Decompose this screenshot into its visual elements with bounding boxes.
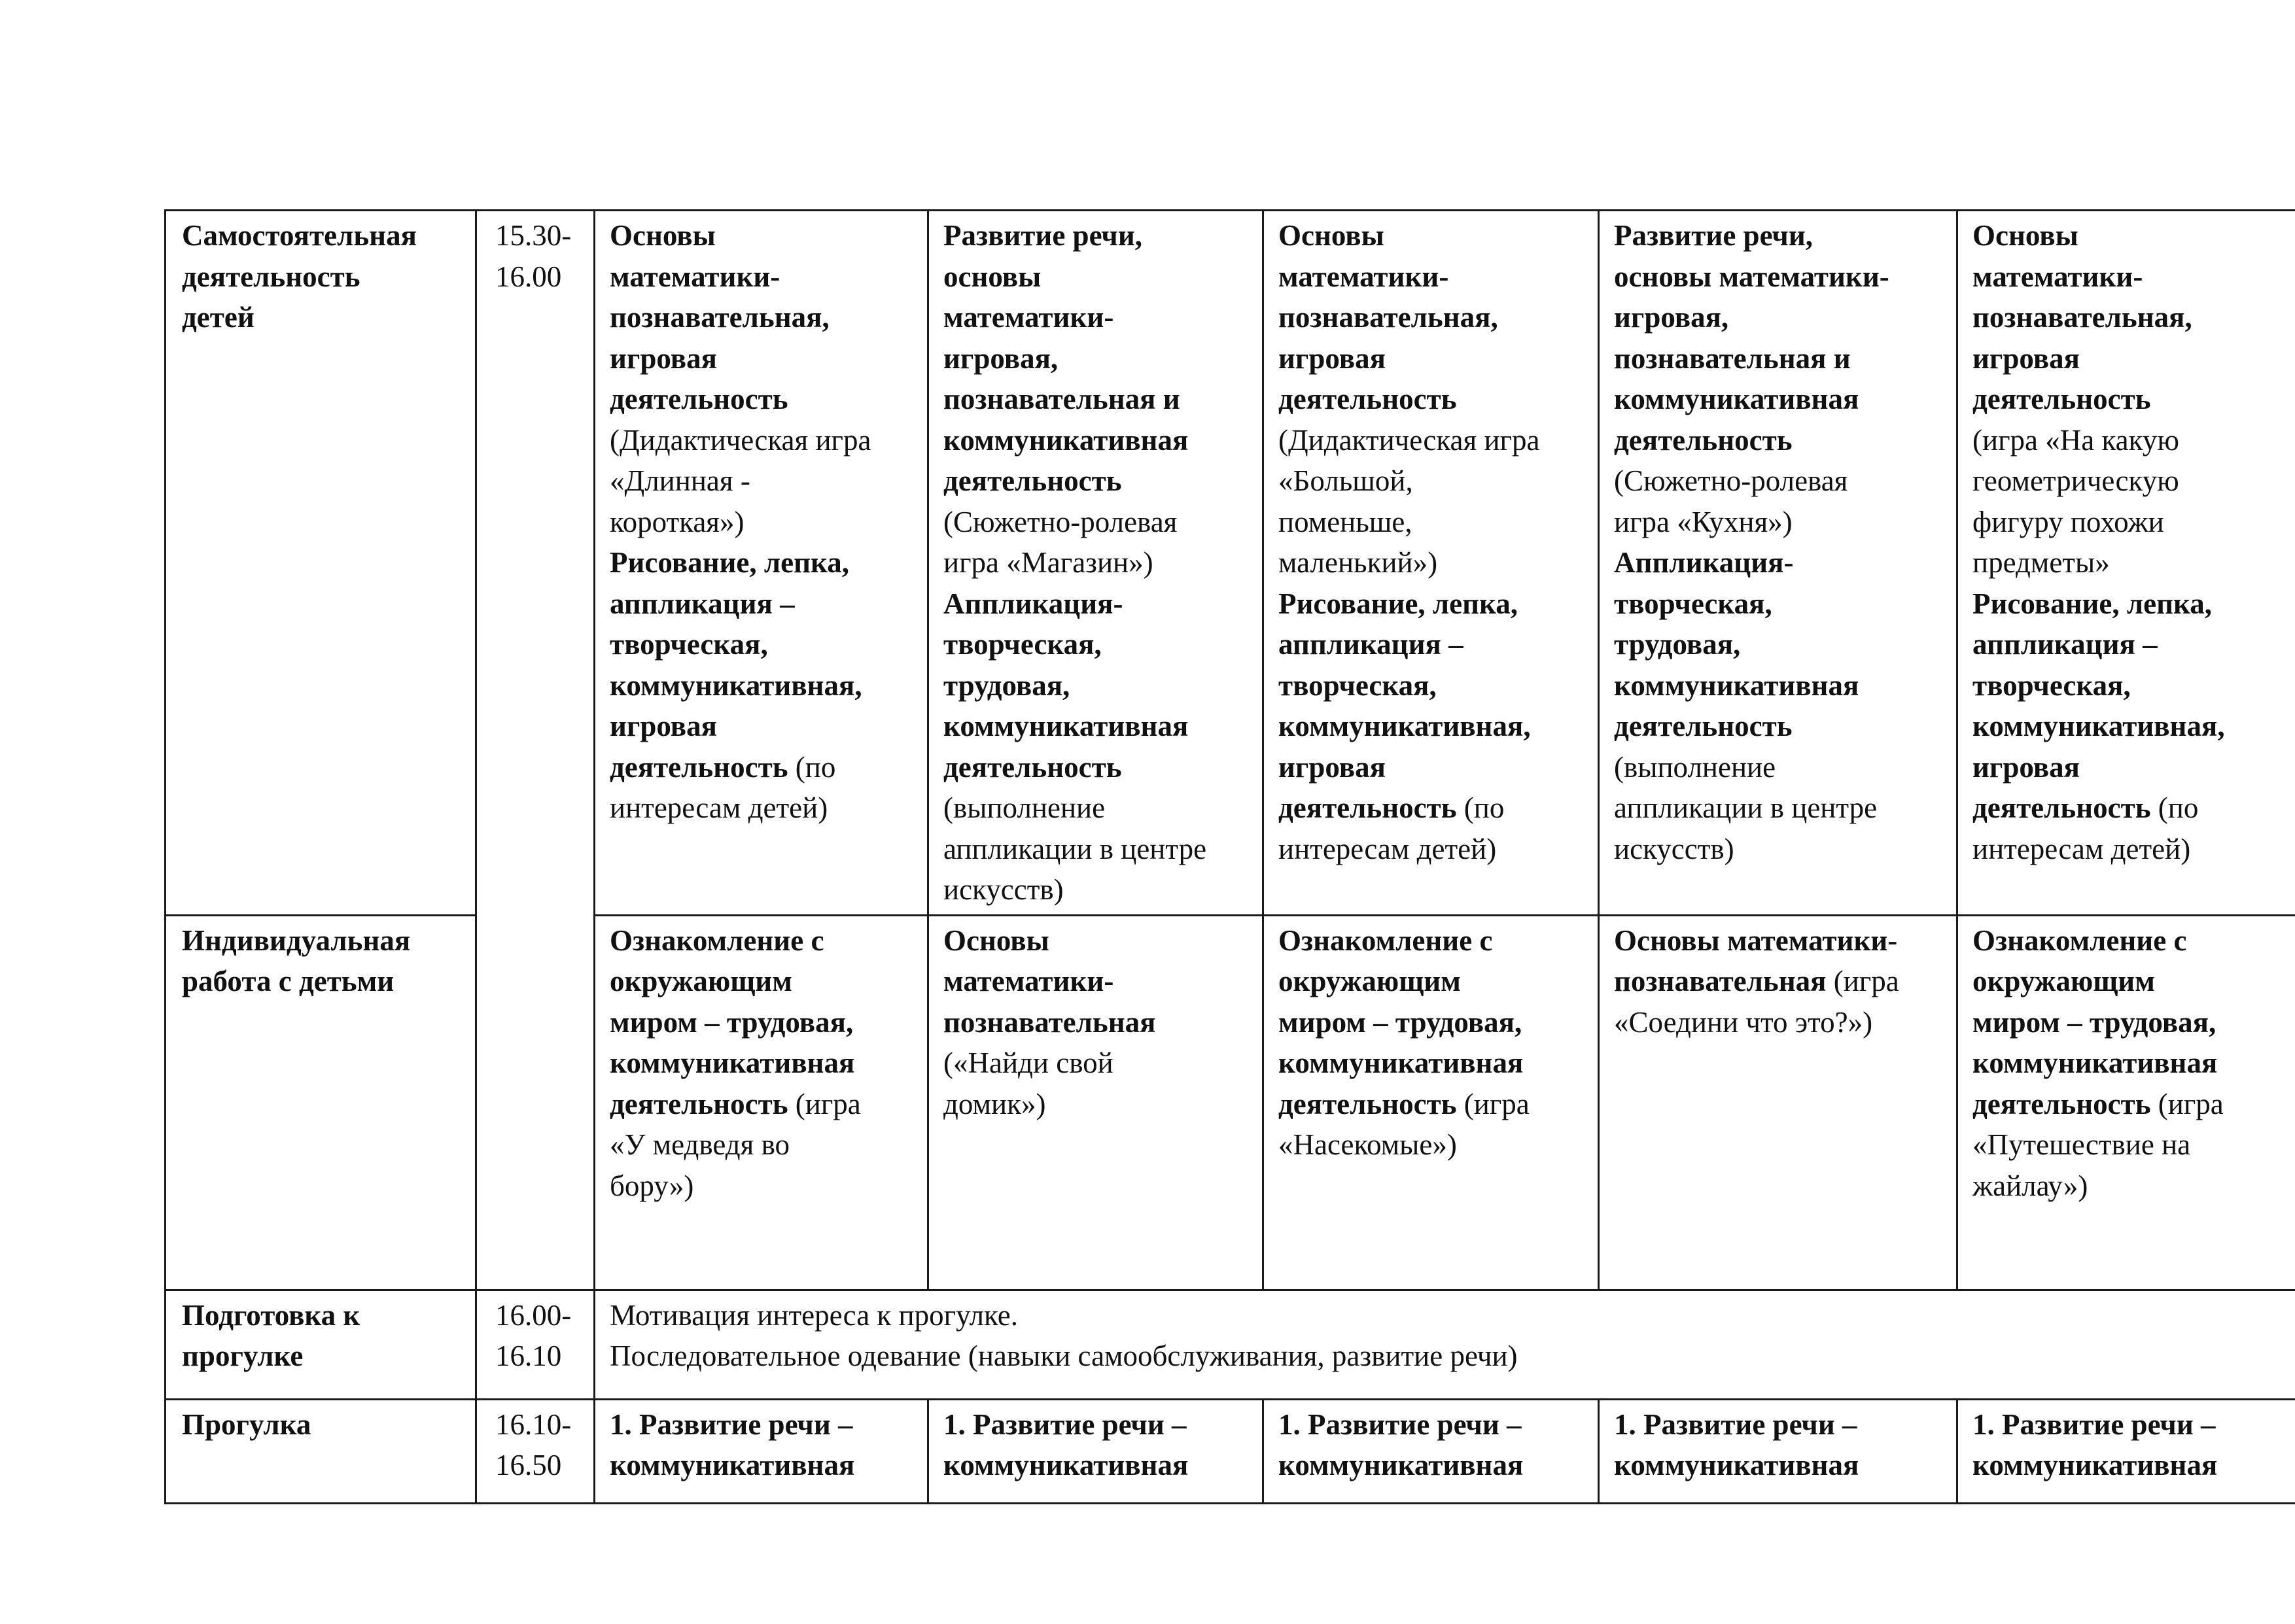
cell-line <box>1278 215 1590 256</box>
cell-line <box>943 1043 1254 1084</box>
cell-line <box>1614 706 1948 747</box>
cell-line <box>610 624 919 665</box>
regular-text: искусств) <box>1614 832 1734 865</box>
cell-line <box>943 1084 1254 1125</box>
bold-text: коммуникативная <box>1614 668 1859 702</box>
bold-text: основы математики- <box>1614 260 1889 293</box>
cell-line <box>1972 297 2287 338</box>
cell-line <box>610 215 919 256</box>
bold-text: коммуникативная <box>943 710 1189 742</box>
cell-line <box>1614 460 1948 502</box>
regular-text: маленький») <box>1278 546 1438 579</box>
cell-line <box>1278 787 1590 829</box>
activity-cell-day-2 <box>928 1399 1263 1503</box>
cell-line <box>943 747 1254 788</box>
bold-text: познавательная, <box>610 301 830 334</box>
regular-text: (Дидактическая игра <box>1278 423 1540 457</box>
bold-text: коммуникативная, <box>1278 710 1531 742</box>
regular-text: (выполнение <box>943 791 1106 824</box>
bold-text: миром – трудовая, <box>1278 1005 1522 1039</box>
cell-line <box>610 338 919 379</box>
bold-text: игровая <box>1278 750 1386 784</box>
cell-line <box>1972 829 2287 870</box>
bold-text: деятельность <box>1972 383 2151 415</box>
cell-line <box>943 256 1254 298</box>
row-label <box>166 1290 476 1399</box>
bold-text: математики- <box>610 260 780 293</box>
bold-text: Аппликация- <box>943 587 1123 620</box>
bold-text: коммуникативная <box>1614 383 1859 415</box>
bold-text: математики- <box>1972 260 2143 293</box>
row-label <box>166 1399 476 1503</box>
bold-text: деятельность <box>610 750 788 784</box>
activity-cell-day-4 <box>1599 1399 1957 1503</box>
cell-line <box>1614 665 1948 706</box>
bold-text: аппликация – <box>1972 628 2158 661</box>
time-slot <box>476 1399 595 1503</box>
activity-cell-day-4 <box>1599 915 1957 1290</box>
cell-line <box>943 787 1254 829</box>
cell-line <box>1972 1002 2287 1043</box>
cell-line <box>1972 747 2287 788</box>
regular-text: игра «Кухня») <box>1614 505 1793 538</box>
bold-text: творческая, <box>1278 668 1437 702</box>
cell-line <box>1278 502 1590 543</box>
row-walk-preparation <box>166 1290 2295 1399</box>
bold-text: Развитие речи, <box>943 219 1142 252</box>
cell-line: 15.30- <box>495 219 572 252</box>
regular-text: («Найди свой <box>943 1046 1113 1079</box>
regular-text: короткая») <box>610 505 745 538</box>
cell-line <box>1278 1124 1590 1166</box>
cell-line <box>1614 961 1948 1002</box>
cell-line <box>1278 583 1590 625</box>
regular-text: (игра <box>788 1087 861 1120</box>
cell-line <box>610 379 919 420</box>
cell-line <box>1972 338 2287 379</box>
bold-text: миром – трудовая, <box>1972 1005 2216 1039</box>
bold-text: Развитие речи, <box>1614 219 1813 252</box>
cell-line: 16.00 <box>495 260 562 293</box>
cell-line <box>943 542 1254 583</box>
bold-text: математики- <box>943 301 1114 334</box>
cell-line <box>943 1002 1254 1043</box>
row-independent-activity <box>166 211 2295 916</box>
cell-line <box>1278 665 1590 706</box>
bold-text: Основы <box>1972 219 2078 252</box>
cell-line <box>1972 706 2287 747</box>
cell-line: Самостоятельная <box>182 219 417 252</box>
bold-text: коммуникативная <box>943 1449 1189 1481</box>
cell-line <box>1278 420 1590 461</box>
cell-line <box>1972 460 2287 502</box>
bold-text: деятельность <box>943 464 1122 497</box>
bold-text: деятельность <box>610 1087 788 1120</box>
regular-text: аппликации в центре <box>943 832 1207 865</box>
bold-text: Рисование, лепка, <box>1972 587 2213 620</box>
regular-text: (по <box>1456 791 1505 824</box>
regular-text: (игра <box>1826 965 1899 997</box>
bold-text: окружающим <box>1278 965 1461 997</box>
bold-text: Рисование, лепка, <box>1278 587 1518 620</box>
cell-line <box>1614 829 1948 870</box>
regular-text: домик») <box>943 1087 1046 1120</box>
regular-text: фигуру похожи <box>1972 505 2164 538</box>
regular-text: «У медведя во <box>610 1128 790 1161</box>
cell-line <box>1278 747 1590 788</box>
bold-text: деятельность <box>943 750 1122 784</box>
cell-line <box>1278 829 1590 870</box>
time-slot <box>476 211 595 1290</box>
cell-line <box>943 869 1254 910</box>
activity-cell-day-5 <box>1957 915 2295 1290</box>
cell-line <box>1972 1166 2287 1207</box>
cell-line <box>610 920 919 961</box>
cell-line <box>1278 297 1590 338</box>
cell-line <box>1972 502 2287 543</box>
bold-text: познавательная и <box>1614 341 1851 375</box>
bold-text: окружающим <box>1972 965 2155 997</box>
cell-line <box>610 1404 919 1445</box>
cell-line: детей <box>182 301 254 334</box>
cell-line: Подготовка к <box>182 1298 360 1332</box>
regular-text: игра «Магазин») <box>943 546 1153 579</box>
cell-line: работа с детьми <box>182 965 394 997</box>
activity-cell-day-1 <box>595 1399 928 1503</box>
bold-text: познавательная, <box>1278 301 1498 334</box>
regular-text: Последовательное одевание (навыки самообслуживания, развитие речи) <box>610 1339 1518 1372</box>
cell-line <box>610 1336 2287 1377</box>
bold-text: деятельность <box>610 383 788 415</box>
cell-line <box>1972 215 2287 256</box>
cell-line <box>943 460 1254 502</box>
regular-text: «Длинная - <box>610 464 750 497</box>
cell-line: 16.10- <box>495 1408 572 1441</box>
cell-line <box>610 1166 919 1207</box>
cell-line <box>1614 1404 1948 1445</box>
bold-text: Ознакомление с <box>1278 924 1493 957</box>
regular-text: «Большой, <box>1278 464 1413 497</box>
regular-text: (по <box>788 750 836 784</box>
regular-text: интересам детей) <box>1972 832 2191 865</box>
bold-text: Аппликация- <box>1614 546 1794 579</box>
cell-line <box>610 665 919 706</box>
cell-line <box>610 1124 919 1166</box>
cell-line <box>943 829 1254 870</box>
cell-line <box>1614 297 1948 338</box>
cell-line <box>943 338 1254 379</box>
bold-text: окружающим <box>610 965 792 997</box>
cell-line <box>1972 1445 2287 1486</box>
cell-line <box>1972 1404 2287 1445</box>
cell-line: деятельность <box>182 260 360 293</box>
cell-line <box>610 502 919 543</box>
regular-text: (игра «На какую <box>1972 423 2179 457</box>
cell-line <box>610 706 919 747</box>
bold-text: 1. Развитие речи – <box>1972 1408 2216 1441</box>
regular-text: (Сюжетно-ролевая <box>943 505 1178 538</box>
cell-line <box>610 1295 2287 1336</box>
bold-text: игровая, <box>943 341 1059 375</box>
bold-text: Основы математики- <box>1614 924 1898 957</box>
cell-line <box>943 297 1254 338</box>
bold-text: коммуникативная, <box>610 668 862 702</box>
bold-text: игровая <box>610 341 717 375</box>
bold-text: миром – трудовая, <box>610 1005 854 1039</box>
bold-text: познавательная, <box>1972 301 2192 334</box>
regular-text: (игра <box>1456 1087 1530 1120</box>
bold-text: игровая, <box>1614 301 1729 334</box>
bold-text: познавательная <box>1614 965 1827 997</box>
bold-text: коммуникативная <box>943 423 1189 457</box>
regular-text: «Путешествие на <box>1972 1128 2191 1161</box>
cell-line <box>943 379 1254 420</box>
regular-text: (игра <box>2150 1087 2224 1120</box>
cell-line <box>943 961 1254 1002</box>
cell-line <box>943 215 1254 256</box>
bold-text: Основы <box>610 219 716 252</box>
bold-text: 1. Развитие речи – <box>1278 1408 1522 1441</box>
cell-line <box>1614 747 1948 788</box>
bold-text: деятельность <box>1278 1087 1457 1120</box>
regular-text: геометрическую <box>1972 464 2179 497</box>
bold-text: трудовая, <box>1614 628 1741 661</box>
cell-line <box>1278 542 1590 583</box>
cell-line <box>610 542 919 583</box>
cell-line <box>1614 787 1948 829</box>
bold-text: 1. Развитие речи – <box>1614 1408 1857 1441</box>
bold-text: игровая <box>610 710 717 742</box>
regular-text: предметы» <box>1972 546 2110 579</box>
activity-cell-day-4 <box>1599 211 1957 916</box>
cell-line <box>1278 379 1590 420</box>
cell-line <box>1278 1445 1590 1486</box>
regular-text: Мотивация интереса к прогулке. <box>610 1298 1019 1332</box>
bold-text: коммуникативная, <box>1972 710 2225 742</box>
cell-line <box>943 1445 1254 1486</box>
activity-cell-day-5 <box>1957 1399 2295 1503</box>
bold-text: Ознакомление с <box>1972 924 2187 957</box>
cell-line <box>1972 583 2287 625</box>
cell-line: Прогулка <box>182 1408 311 1441</box>
cell-line <box>1972 1084 2287 1125</box>
cell-line <box>1278 706 1590 747</box>
bold-text: деятельность <box>1972 1087 2151 1120</box>
cell-line <box>1278 1043 1590 1084</box>
cell-line <box>943 706 1254 747</box>
cell-line <box>1614 256 1948 298</box>
row-label <box>166 211 476 916</box>
cell-line <box>1614 920 1948 961</box>
cell-line <box>1614 583 1948 625</box>
cell-line <box>1972 1124 2287 1166</box>
cell-line <box>1614 1002 1948 1043</box>
cell-line: 16.50 <box>495 1449 562 1481</box>
regular-text: поменьше, <box>1278 505 1412 538</box>
cell-line <box>1278 338 1590 379</box>
cell-line <box>943 583 1254 625</box>
regular-text: аппликации в центре <box>1614 791 1878 824</box>
cell-line <box>610 297 919 338</box>
cell-line <box>610 787 919 829</box>
bold-text: Основы <box>943 924 1049 957</box>
cell-line <box>1972 920 2287 961</box>
bold-text: коммуникативная <box>1278 1046 1524 1079</box>
bold-text: математики- <box>1278 260 1449 293</box>
cell-line <box>1972 665 2287 706</box>
cell-line <box>1614 338 1948 379</box>
schedule-table <box>164 209 2295 1504</box>
row-walk <box>166 1399 2295 1503</box>
cell-line <box>1614 420 1948 461</box>
bold-text: 1. Развитие речи – <box>610 1408 853 1441</box>
bold-text: творческая, <box>943 628 1102 661</box>
cell-line <box>1278 1002 1590 1043</box>
cell-line <box>610 1043 919 1084</box>
cell-line <box>1972 420 2287 461</box>
bold-text: Основы <box>1278 219 1384 252</box>
bold-text: коммуникативная <box>610 1046 855 1079</box>
bold-text: коммуникативная <box>1972 1449 2218 1481</box>
bold-text: Рисование, лепка, <box>610 546 850 579</box>
bold-text: коммуникативная <box>1614 1449 1859 1481</box>
cell-line <box>1614 502 1948 543</box>
cell-line <box>1614 379 1948 420</box>
cell-line <box>1278 920 1590 961</box>
cell-line <box>610 256 919 298</box>
activity-cell-day-3 <box>1263 915 1599 1290</box>
activity-cell-day-1 <box>595 915 928 1290</box>
regular-text: «Насекомые») <box>1278 1128 1457 1161</box>
bold-text: математики- <box>943 965 1114 997</box>
regular-text: (по <box>2150 791 2199 824</box>
cell-line <box>1278 1084 1590 1125</box>
cell-line <box>1972 624 2287 665</box>
cell-line <box>1278 1404 1590 1445</box>
cell-line <box>610 460 919 502</box>
bold-text: деятельность <box>1278 791 1457 824</box>
bold-text: аппликация – <box>610 587 795 620</box>
cell-line <box>610 1002 919 1043</box>
bold-text: творческая, <box>1972 668 2131 702</box>
cell-line <box>943 502 1254 543</box>
cell-line <box>1972 961 2287 1002</box>
cell-line <box>1278 961 1590 1002</box>
bold-text: аппликация – <box>1278 628 1463 661</box>
cell-line <box>1614 542 1948 583</box>
cell-line <box>1278 624 1590 665</box>
bold-text: игровая <box>1972 341 2080 375</box>
cell-line: Индивидуальная <box>182 924 411 957</box>
bold-text: деятельность <box>1278 383 1457 415</box>
bold-text: трудовая, <box>943 668 1070 702</box>
cell-line <box>610 583 919 625</box>
cell-line <box>1614 215 1948 256</box>
cell-line <box>943 624 1254 665</box>
cell-line <box>943 920 1254 961</box>
activity-cell-day-2 <box>928 915 1263 1290</box>
regular-text: жайлау») <box>1972 1169 2088 1202</box>
bold-text: деятельность <box>1614 423 1793 457</box>
cell-line <box>1278 256 1590 298</box>
regular-text: (Сюжетно-ролевая <box>1614 464 1848 497</box>
bold-text: деятельность <box>1972 791 2151 824</box>
cell-line <box>610 1084 919 1125</box>
cell-line: прогулке <box>182 1339 304 1372</box>
regular-text: интересам детей) <box>1278 832 1497 865</box>
bold-text: познавательная и <box>943 383 1180 415</box>
cell-line <box>610 961 919 1002</box>
bold-text: Ознакомление с <box>610 924 824 957</box>
time-slot <box>476 1290 595 1399</box>
cell-line <box>1972 787 2287 829</box>
row-label <box>166 915 476 1290</box>
cell-line <box>610 1445 919 1486</box>
bold-text: коммуникативная <box>1972 1046 2218 1079</box>
cell-line <box>1972 256 2287 298</box>
cell-line: 16.10 <box>495 1339 562 1372</box>
merged-activity-cell <box>595 1290 2295 1399</box>
regular-text: бору») <box>610 1169 694 1202</box>
bold-text: творческая, <box>610 628 768 661</box>
activity-cell-day-2 <box>928 211 1263 916</box>
bold-text: деятельность <box>1614 710 1793 742</box>
cell-line <box>610 420 919 461</box>
activity-cell-day-5 <box>1957 211 2295 916</box>
cell-line <box>1972 542 2287 583</box>
cell-line <box>1614 1445 1948 1486</box>
cell-line <box>1614 624 1948 665</box>
cell-line <box>1972 1043 2287 1084</box>
cell-line <box>610 747 919 788</box>
activity-cell-day-3 <box>1263 1399 1599 1503</box>
regular-text: интересам детей) <box>610 791 828 824</box>
cell-line <box>943 1404 1254 1445</box>
cell-line <box>1278 460 1590 502</box>
cell-line <box>1972 379 2287 420</box>
cell-line <box>943 665 1254 706</box>
activity-cell-day-3 <box>1263 211 1599 916</box>
regular-text: (выполнение <box>1614 750 1776 784</box>
regular-text: искусств) <box>943 873 1064 906</box>
bold-text: коммуникативная <box>1278 1449 1524 1481</box>
bold-text: познавательная <box>943 1005 1156 1039</box>
bold-text: коммуникативная <box>610 1449 855 1481</box>
activity-cell-day-1 <box>595 211 928 916</box>
cell-line <box>943 420 1254 461</box>
bold-text: игровая <box>1278 341 1386 375</box>
regular-text: (Дидактическая игра <box>610 423 871 457</box>
regular-text: «Соедини что это?») <box>1614 1005 1873 1039</box>
bold-text: творческая, <box>1614 587 1772 620</box>
cell-line: 16.00- <box>495 1298 572 1332</box>
bold-text: 1. Развитие речи – <box>943 1408 1187 1441</box>
bold-text: основы <box>943 260 1042 293</box>
bold-text: игровая <box>1972 750 2080 784</box>
